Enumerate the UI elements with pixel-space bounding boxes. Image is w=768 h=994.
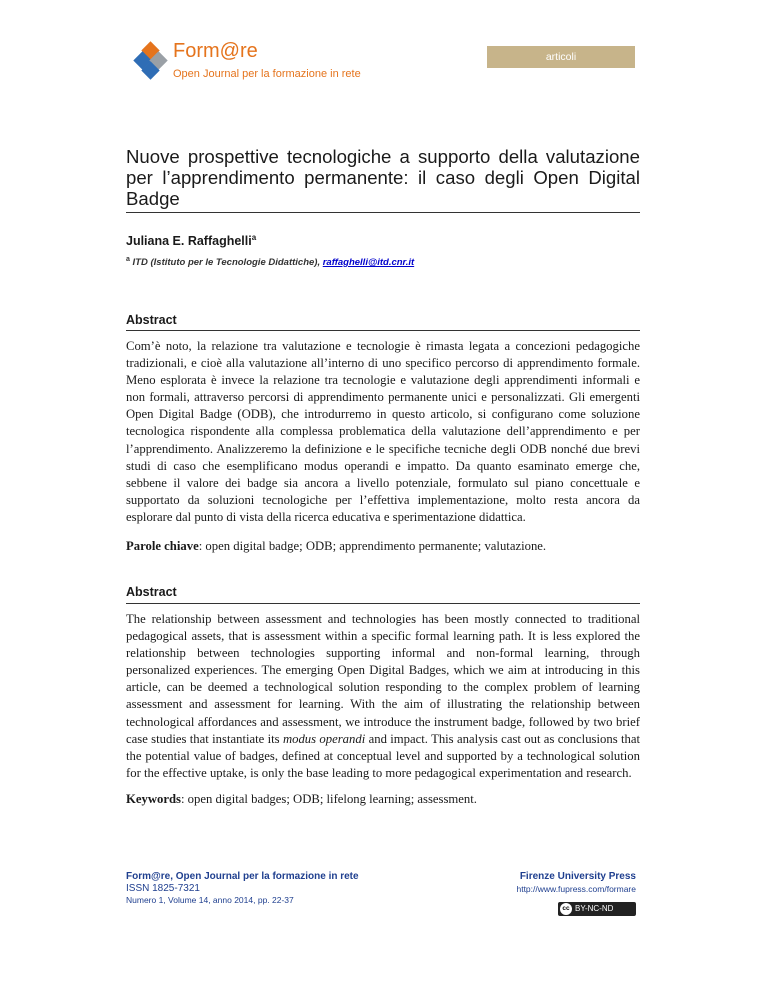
affiliation-sup: a <box>126 256 130 263</box>
cc-license-badge[interactable] <box>558 902 636 916</box>
footer-publisher: Firenze University Press <box>519 871 636 882</box>
abstract-it-text: Com’è noto, la relazione tra valutazione e tecnologie è rimasta legata a concezioni pedagogiche tradizionali, e cioè alla valutazione all’interno di uno specifico percorso di apprendimento formale. Meno esplorata è invece la relazione tra tecnologie e valutazione degli apprendimenti informali e non formali, attraverso percorsi di apprendimento permanente unici e personalizzati. Gli emergenti Open Digital Badge (ODB), che introdurremo in questo articolo, si configurano come soluzione tecnologica rispondente alla complessa problematica della valutazione dell’apprendimento e per l’apprendimento. Analizzeremo la definizione e le specifiche tecniche degli ODB nonché due brevi studi di caso che esemplificano modus operandi e impatto. Da quanto esaminato emerge che, sebbene il valore dei badge sia ancora a livello potenziale, formulato sul piano concettuale e supportato da soluzioni tecnologiche per l’effettiva implementazione, molto resta ancora da esplorare dal punto di vista della ricerca educativa e sperimentazione didattica. <box>126 339 640 524</box>
author-email-link[interactable]: raffaghelli@itd.cnr.it <box>322 257 415 269</box>
logo-subtitle: Open Journal per la formazione in rete <box>173 68 361 80</box>
section-tag: articoli <box>487 46 635 68</box>
creative-commons-icon: cc <box>560 903 572 915</box>
author-name: Juliana E. Raffaghelli <box>126 234 252 249</box>
author-sup: a <box>251 233 257 242</box>
footer-url[interactable]: http://www.fupress.com/formare <box>516 884 636 894</box>
abstract-en-text-part1: The relationship between assessment and technologies has been mostly connected to traditional pedagogical assets, that is assessment within a specific formal learning path. It is less explored the relationship between technologies supporting informal and non-formal learning, through personalized experiences. The emerging Open Digital Badges, which we aim at introducing in this article, can be deemed a technological solution responding to the complex problem of learning assessment and assessment for learning. With the aim of illustrating the relationship between technological affordances and assessment, we introduce the instrument badge, followed by two brief case studies that instantiate its <box>126 612 640 746</box>
logo-title: Form@re <box>173 40 258 62</box>
abstract-en-text <box>126 611 640 782</box>
abstract-it-rule <box>126 330 640 331</box>
author-line <box>126 233 256 248</box>
keywords-it <box>126 538 640 555</box>
abstract-it-heading: Abstract <box>126 313 177 327</box>
title-rule <box>126 212 640 213</box>
keywords-en <box>126 791 640 808</box>
affiliation-text: ITD (Istituto per le Tecnologie Didattiche), <box>132 257 321 269</box>
abstract-en-rule <box>126 603 640 604</box>
keywords-en-values: : open digital badges; ODB; lifelong learning; assessment. <box>180 792 477 806</box>
keywords-it-values: : open digital badge; ODB; apprendimento permanente; valutazione. <box>198 539 547 553</box>
journal-logo <box>135 42 365 88</box>
keywords-en-label: Keywords <box>126 792 181 806</box>
footer-publisher-info <box>470 871 636 894</box>
footer-issn: ISSN 1825-7321 <box>126 883 200 894</box>
license-label: BY-NC-ND <box>575 904 614 913</box>
footer-issue: Numero 1, Volume 14, anno 2014, pp. 22-37 <box>126 895 294 905</box>
abstract-en-text-italic: modus operandi <box>282 731 366 746</box>
affiliation-line <box>126 256 414 268</box>
abstract-en-heading: Abstract <box>126 585 177 599</box>
footer-journal-info <box>126 871 359 905</box>
keywords-it-label: Parole chiave <box>126 539 199 553</box>
abstract-en-text-part2: and impact. This analysis cast out as conclusions that the potential value of badges, defined at conceptual level and supported by a technological solution for the effective uptake, is only the base leading to more pedagogical experimentation and research. <box>126 731 640 780</box>
footer-journal-name: Form@re, Open Journal per la formazione in rete <box>126 871 359 882</box>
article-title: Nuove prospettive tecnologiche a supporto della valutazione per l’apprendimento permanente: il caso degli Open Digital Badge <box>126 146 640 209</box>
